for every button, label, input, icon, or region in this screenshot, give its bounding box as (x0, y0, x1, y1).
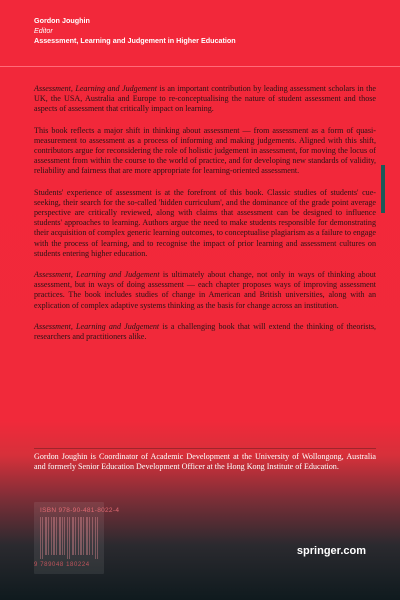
paragraph-text: This book reflects a major shift in thinking about assessment — from assessment as a form of quasi-measurement to assessment as a process of informing and making judgements. Aligned with this shift, contributors argue for reconsidering the role of holistic judgement in assessment, for moving the locus of assessment from within the course to the world of practice, and for developing new standards of validity, reliability and fairness that are more appropriate for learning-oriented assessment. (34, 125, 376, 176)
paragraph-lead: Assessment, Learning and Judgement (34, 270, 160, 280)
paragraph-text: Students' experience of assessment is at the forefront of this book. Classic studies of students' cue-seeking, their search for the so-called 'hidden curriculum', and the dominance of the grade point average perspective are critically reviewed, along with claims that assessment can be designed to influence students' approaches to learning. Authors argue the need to make students responsible for demonstrating their acquisition of complex generic learning outcomes, to conceptualise plagiarism as a failure to engage with the process of learning, and to recognise the impact of prior learning and assessment cultures on students entering higher education. (34, 187, 376, 258)
paragraph-lead: Assessment, Learning and Judgement (34, 84, 158, 93)
spine-accent-bar (381, 165, 385, 213)
paragraph-5 (34, 322, 376, 342)
paragraph-1 (34, 84, 376, 115)
paragraph-text: is an important contribution by leading assessment scholars in the UK, the USA, Australia and Europe to re-conceptualising the nature of student assessment and those aspects of assessment that critically impact on learning. (34, 84, 376, 114)
blurb (34, 84, 376, 353)
publisher-url[interactable]: springer.com (296, 545, 366, 557)
paragraph-lead: Assessment, Learning and Judgement (34, 321, 160, 331)
paragraph-3 (34, 188, 376, 259)
header-band (0, 0, 400, 67)
author-bio: Gordon Joughin is Coordinator of Academic Development at the University of Wollongong, Australia and formerly Senior Education Development Officer at the Hong Kong Institute of Education. (34, 452, 376, 472)
paragraph-2 (34, 126, 376, 177)
author-name: Gordon Joughin (34, 16, 90, 25)
divider (34, 448, 376, 449)
barcode-icon (40, 517, 98, 559)
editor-role: Editor (34, 26, 53, 35)
paragraph-text: is a challenging book that will extend the thinking of theorists, researchers and practitioners alike. (34, 321, 376, 342)
barcode-digits: 9 789048 180224 (34, 562, 90, 568)
series-title: Assessment, Learning and Judgement in Higher Education (34, 36, 236, 45)
isbn-label: ISBN 978-90-481-8022-4 (40, 507, 120, 514)
paragraph-text: is ultimately about change, not only in ways of thinking about assessment, but in ways of doing assessment — each chapter proposes ways of improving assessment practices. The book includes studies of change in American and British universities, along with an explication of complex adaptive systems thinking as the basis for change across an institution. (34, 270, 377, 310)
paragraph-4 (34, 270, 376, 311)
